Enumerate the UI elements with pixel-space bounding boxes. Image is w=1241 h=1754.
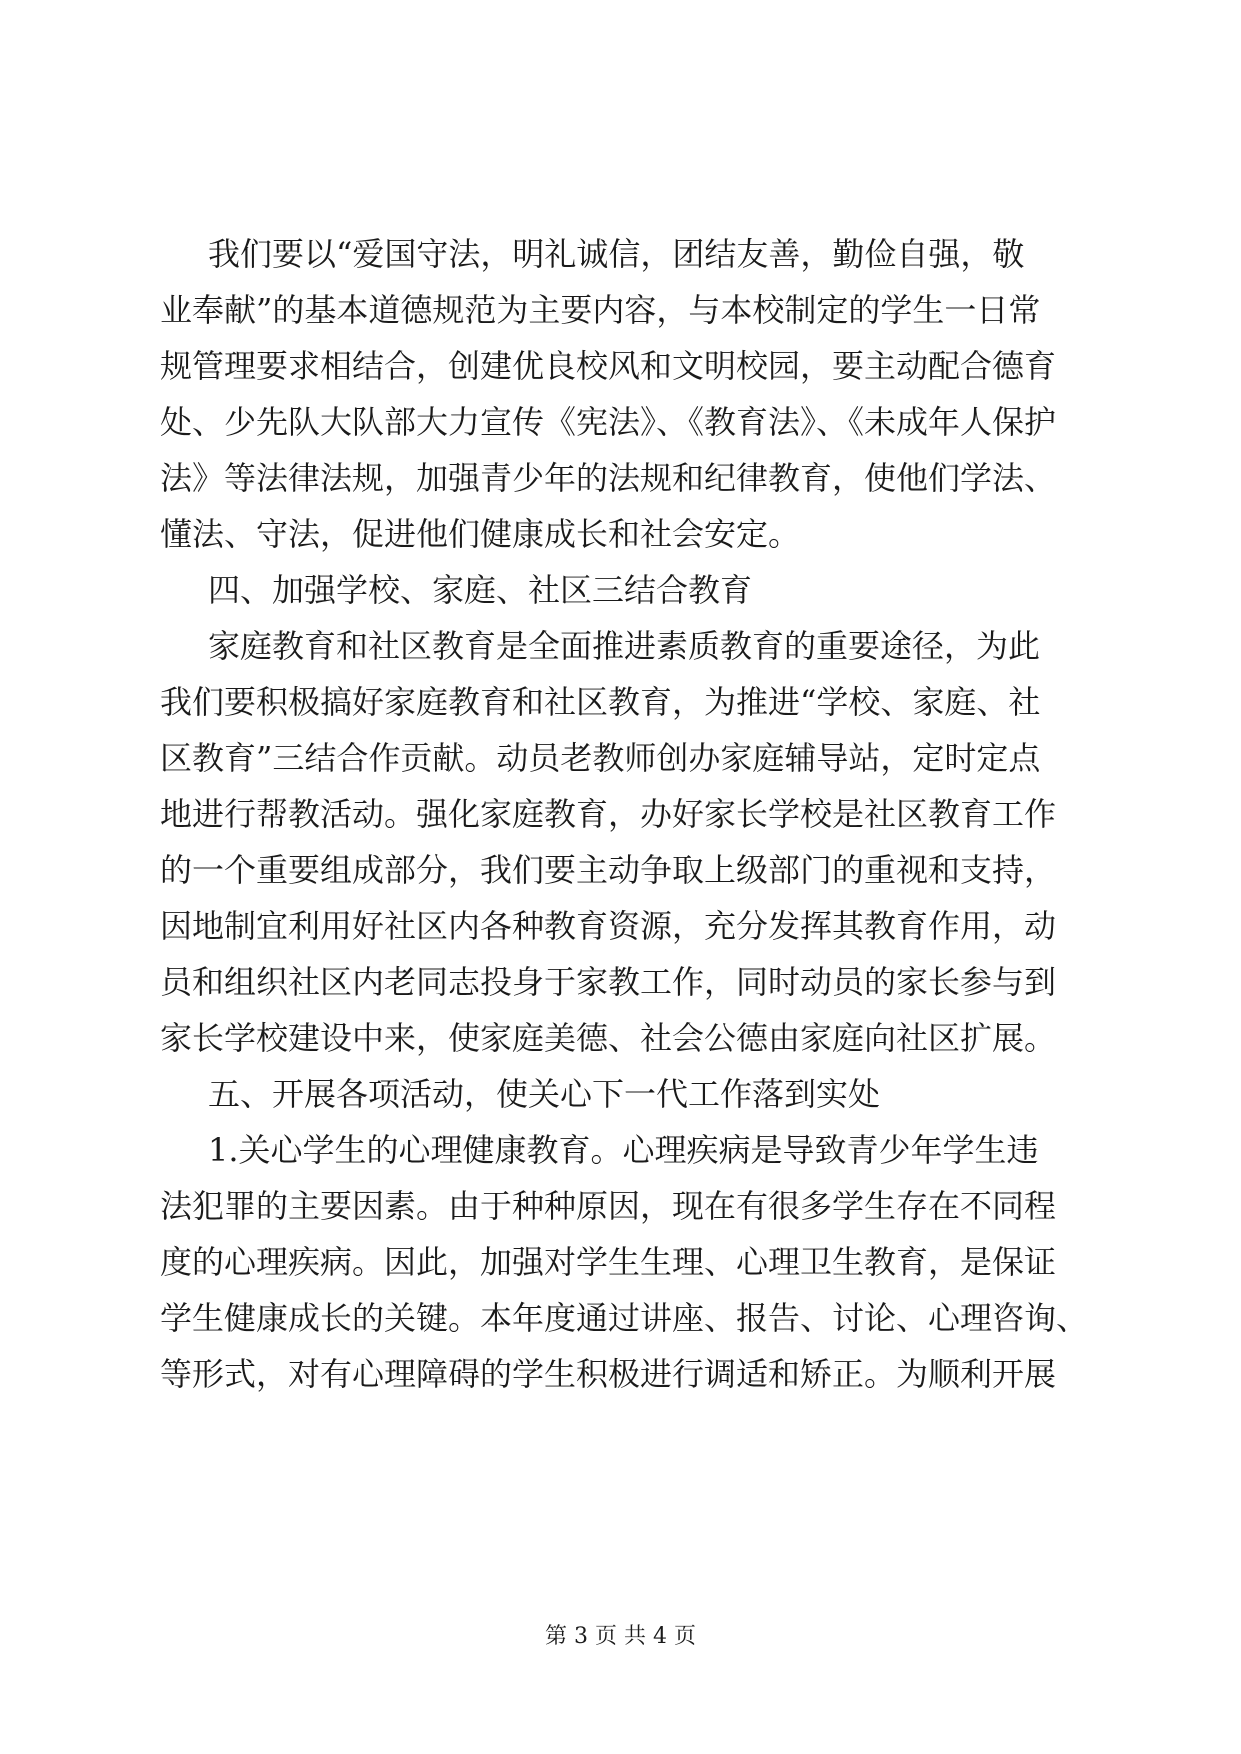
text-line-1: 我们要以“爱国守法，明礼诚信，团结友善，勤俭自强，敬 — [208, 235, 1025, 273]
text-line-19: 度的心理疾病。因此，加强对学生生理、心理卫生教育，是保证 — [160, 1243, 1057, 1281]
section-heading-5: 五、开展各项活动，使关心下一代工作落到实处 — [208, 1075, 881, 1113]
text-line-2: 业奉献”的基本道德规范为主要内容，与本校制定的学生一日常 — [160, 291, 1041, 329]
text-line-8: 家庭教育和社区教育是全面推进素质教育的重要途径，为此 — [208, 627, 1041, 665]
text-line-17: 1.关心学生的心理健康教育。心理疾病是导致青少年学生违 — [208, 1131, 1039, 1169]
text-line-13: 因地制宜利用好社区内各种教育资源，充分发挥其教育作用，动 — [160, 907, 1057, 945]
text-line-5: 法》等法律法规，加强青少年的法规和纪律教育，使他们学法、 — [160, 459, 1057, 497]
text-line-20: 学生健康成长的关键。本年度通过讲座、报告、讨论、心理咨询、 — [160, 1299, 1089, 1337]
text-line-6: 懂法、守法，促进他们健康成长和社会安定。 — [160, 515, 801, 553]
page-number-footer: 第 3 页 共 4 页 — [545, 1624, 696, 1649]
text-line-4: 处、少先队大队部大力宣传《宪法》、《教育法》、《未成年人保护 — [160, 403, 1057, 441]
section-heading-4: 四、加强学校、家庭、社区三结合教育 — [208, 571, 753, 609]
text-line-9: 我们要积极搞好家庭教育和社区教育，为推进“学校、家庭、社 — [160, 683, 1041, 721]
text-line-15: 家长学校建设中来，使家庭美德、社会公德由家庭向社区扩展。 — [160, 1019, 1057, 1057]
text-line-21: 等形式，对有心理障碍的学生积极进行调适和矫正。为顺利开展 — [160, 1355, 1057, 1393]
text-line-11: 地进行帮教活动。强化家庭教育，办好家长学校是社区教育工作 — [160, 795, 1057, 833]
text-line-3: 规管理要求相结合，创建优良校风和文明校园，要主动配合德育 — [160, 347, 1057, 385]
text-line-18: 法犯罪的主要因素。由于种种原因，现在有很多学生存在不同程 — [160, 1187, 1057, 1225]
text-line-14: 员和组织社区内老同志投身于家教工作，同时动员的家长参与到 — [160, 963, 1057, 1001]
text-line-12: 的一个重要组成部分，我们要主动争取上级部门的重视和支持， — [160, 851, 1057, 889]
text-line-10: 区教育”三结合作贡献。动员老教师创办家庭辅导站，定时定点 — [160, 739, 1041, 777]
